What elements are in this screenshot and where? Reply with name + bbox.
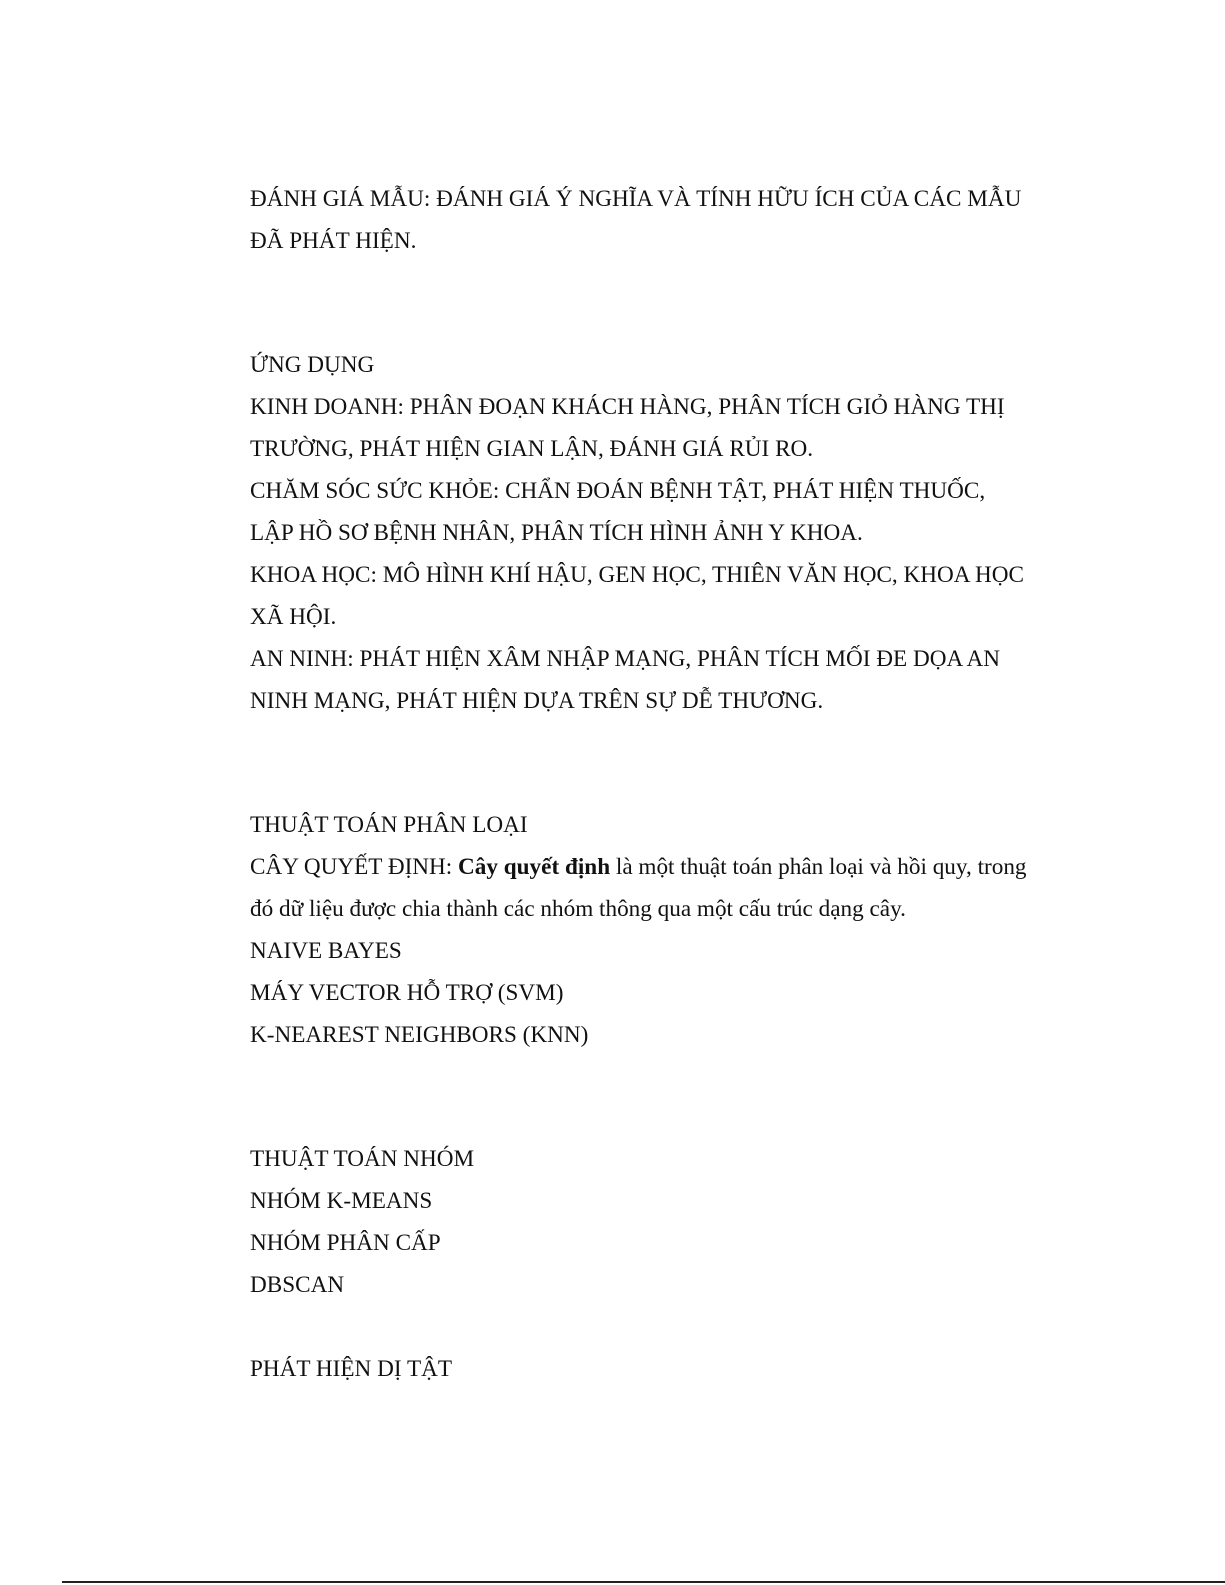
application-science-line-1: KHOA HỌC: MÔ HÌNH KHÍ HẬU, GEN HỌC, THIÊN VĂN HỌC, KHOA HỌC [250,562,1024,588]
decision-tree-bold-term: Cây quyết định [458,854,611,880]
clustering-item-dbscan: DBSCAN [250,1272,345,1298]
classification-heading: THUẬT TOÁN PHÂN LOẠI [250,812,528,838]
section-spacer [250,1306,1080,1348]
decision-tree-line-1 [250,846,1080,888]
applications-heading: ỨNG DỤNG [250,352,375,378]
classification-item-svm: MÁY VECTOR HỖ TRỢ (SVM) [250,980,564,1006]
classification-item-knn: K-NEAREST NEIGHBORS (KNN) [250,1022,589,1048]
clustering-item-kmeans: NHÓM K-MEANS [250,1188,433,1214]
decision-tree-description: là một thuật toán phân loại và hồi quy, trong [610,854,1027,880]
anomaly-heading: PHÁT HIỆN DỊ TẬT [250,1356,453,1382]
evaluation-line-1: ĐÁNH GIÁ MẪU: ĐÁNH GIÁ Ý NGHĨA VÀ TÍNH HỮU ÍCH CỦA CÁC MẪU [250,186,1022,212]
decision-tree-label: CÂY QUYẾT ĐỊNH: [250,854,459,880]
application-science-line-2: XÃ HỘI. [250,604,337,630]
application-security-line-2: NINH MẠNG, PHÁT HIỆN DỰA TRÊN SỰ DỄ THƯƠNG. [250,688,824,714]
clustering-heading: THUẬT TOÁN NHÓM [250,1146,475,1172]
application-healthcare-line-1: CHĂM SÓC SỨC KHỎE: CHẨN ĐOÁN BỆNH TẬT, PHÁT HIỆN THUỐC, [250,478,986,504]
document-body [250,178,1080,1390]
clustering-item-hierarchical: NHÓM PHÂN CẤP [250,1230,441,1256]
application-business-line-2: TRƯỜNG, PHÁT HIỆN GIAN LẬN, ĐÁNH GIÁ RỦI RO. [250,436,814,462]
application-business-line-1: KINH DOANH: PHÂN ĐOẠN KHÁCH HÀNG, PHÂN TÍCH GIỎ HÀNG THỊ [250,394,1005,420]
page-bottom-rule [62,1581,1225,1583]
evaluation-line-2: ĐÃ PHÁT HIỆN. [250,228,417,254]
section-spacer [250,722,1080,804]
section-spacer [250,1056,1080,1138]
section-spacer [250,262,1080,344]
decision-tree-line-2: đó dữ liệu được chia thành các nhóm thông qua một cấu trúc dạng cây. [250,896,906,922]
classification-item-naive-bayes: NAIVE BAYES [250,938,402,964]
application-healthcare-line-2: LẬP HỒ SƠ BỆNH NHÂN, PHÂN TÍCH HÌNH ẢNH Y KHOA. [250,520,863,546]
application-security-line-1: AN NINH: PHÁT HIỆN XÂM NHẬP MẠNG, PHÂN TÍCH MỐI ĐE DỌA AN [250,646,1000,672]
